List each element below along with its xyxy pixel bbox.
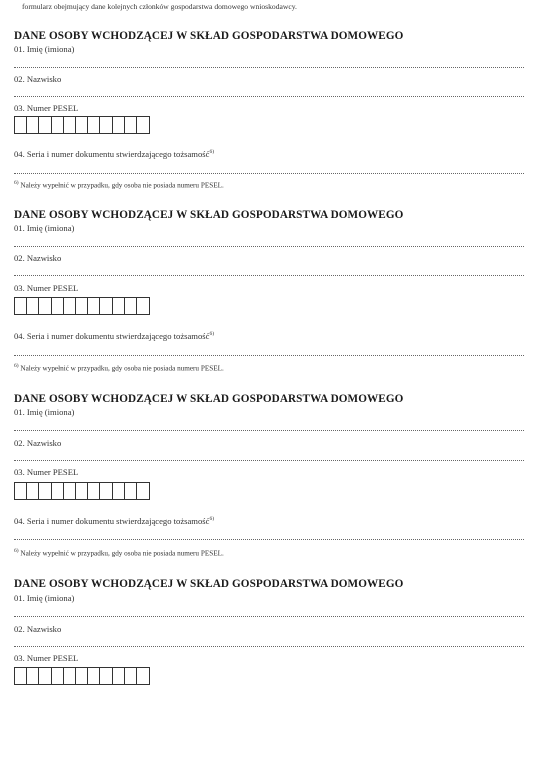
intro-text: formularz obejmujący dane kolejnych członków gospodarstwa domowego wnioskodawcy. — [22, 2, 297, 11]
first-name-field[interactable] — [14, 67, 524, 68]
footnote: $^{6)}$ Należy wypełnić w przypadku, gdy osoba nie posiada numeru PESEL. — [14, 363, 224, 373]
id-document-label: 04. Seria i numer dokumentu stwierdzającego tożsamość$^{6)}$ — [14, 331, 215, 341]
id-document-label: 04. Seria i numer dokumentu stwierdzającego tożsamość$^{6)}$ — [14, 516, 215, 526]
last-name-field[interactable] — [14, 646, 524, 647]
pesel-input-boxes[interactable] — [14, 482, 150, 500]
household-member-section-4 — [14, 578, 526, 663]
pesel-label: 03. Numer PESEL — [14, 467, 79, 477]
household-member-section-3 — [14, 393, 526, 558]
first-name-field[interactable] — [14, 430, 524, 431]
household-member-section-2 — [14, 209, 526, 373]
pesel-label: 03. Numer PESEL — [14, 283, 79, 293]
first-name-label: 01. Imię (imiona) — [14, 593, 75, 603]
household-member-section-1 — [14, 30, 526, 190]
id-document-label: 04. Seria i numer dokumentu stwierdzającego tożsamość$^{6)}$ — [14, 149, 215, 159]
footnote: $^{6)}$ Należy wypełnić w przypadku, gdy osoba nie posiada numeru PESEL. — [14, 548, 224, 558]
pesel-label: 03. Numer PESEL — [14, 103, 79, 113]
first-name-label: 01. Imię (imiona) — [14, 44, 75, 54]
section-title: DANE OSOBY WCHODZĄCEJ W SKŁAD GOSPODARSTWA DOMOWEGO — [14, 578, 404, 590]
section-title: DANE OSOBY WCHODZĄCEJ W SKŁAD GOSPODARSTWA DOMOWEGO — [14, 393, 404, 405]
last-name-label: 02. Nazwisko — [14, 624, 62, 634]
first-name-field[interactable] — [14, 246, 524, 247]
pesel-input-boxes[interactable] — [14, 116, 150, 134]
pesel-input-boxes[interactable] — [14, 297, 150, 315]
id-document-field[interactable] — [14, 539, 524, 540]
last-name-label: 02. Nazwisko — [14, 438, 62, 448]
first-name-label: 01. Imię (imiona) — [14, 407, 75, 417]
pesel-label: 03. Numer PESEL — [14, 653, 79, 663]
first-name-label: 01. Imię (imiona) — [14, 223, 75, 233]
last-name-label: 02. Nazwisko — [14, 253, 62, 263]
section-title: DANE OSOBY WCHODZĄCEJ W SKŁAD GOSPODARSTWA DOMOWEGO — [14, 209, 404, 221]
id-document-field[interactable] — [14, 355, 524, 356]
pesel-input-boxes[interactable] — [14, 667, 150, 685]
last-name-label: 02. Nazwisko — [14, 74, 62, 84]
last-name-field[interactable] — [14, 96, 524, 97]
id-document-field[interactable] — [14, 173, 524, 174]
first-name-field[interactable] — [14, 616, 524, 617]
last-name-field[interactable] — [14, 460, 524, 461]
footnote: $^{6)}$ Należy wypełnić w przypadku, gdy osoba nie posiada numeru PESEL. — [14, 180, 224, 190]
last-name-field[interactable] — [14, 275, 524, 276]
section-title: DANE OSOBY WCHODZĄCEJ W SKŁAD GOSPODARSTWA DOMOWEGO — [14, 30, 404, 42]
